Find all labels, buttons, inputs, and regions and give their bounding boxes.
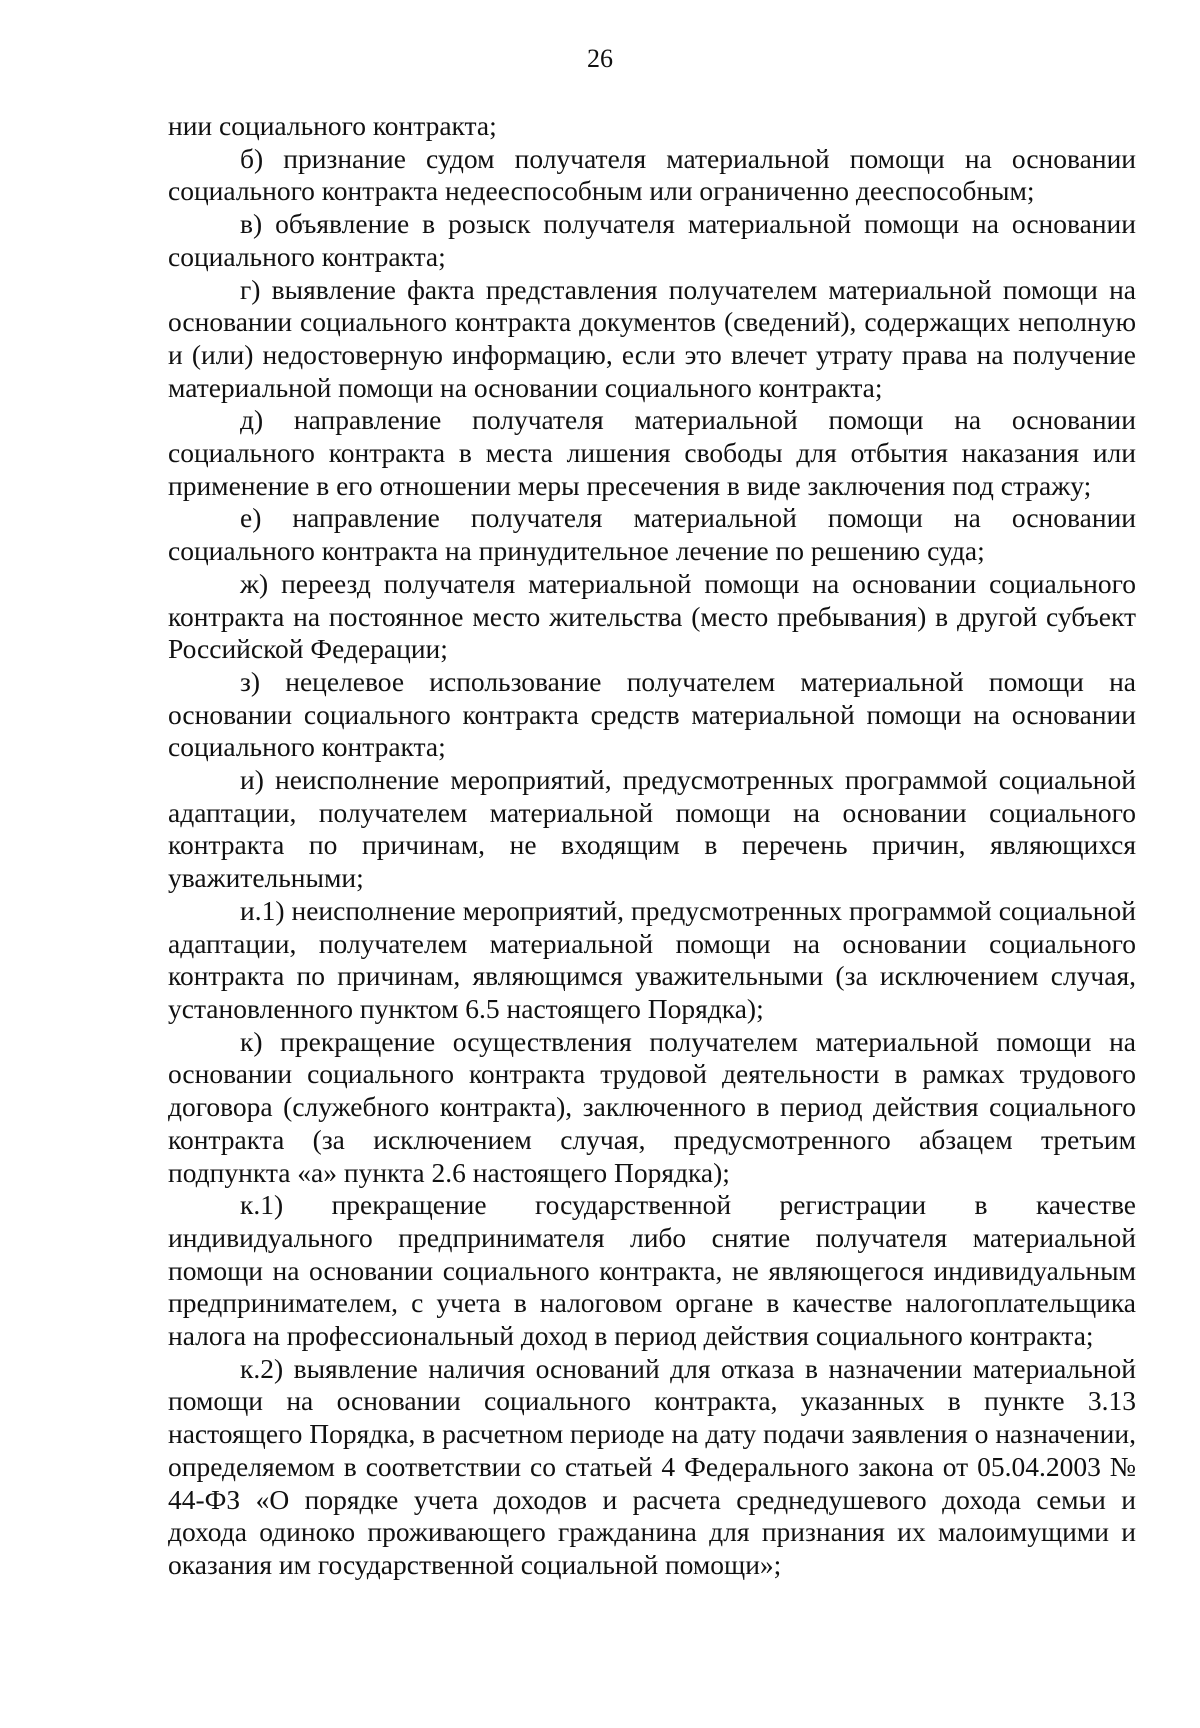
paragraph: и) неисполнение мероприятий, предусмотренных программой социальной адаптации, получателем материальной помощи на основании социального контракта по причинам, не входящим в перечень причин, являющихся уважительными; bbox=[168, 764, 1136, 894]
paragraph: з) нецелевое использование получателем материальной помощи на основании социального контракта средств материальной помощи на основании социального контракта; bbox=[168, 665, 1136, 763]
paragraph: е) направление получателя материальной помощи на основании социального контракта на принудительное лечение по решению суда; bbox=[168, 502, 1136, 567]
document-body bbox=[168, 110, 1136, 1582]
paragraph: д) направление получателя материальной помощи на основании социального контракта в места лишения свободы для отбытия наказания или применение в его отношении меры пресечения в виде заключения под стражу; bbox=[168, 404, 1136, 501]
paragraph: ж) переезд получателя материальной помощи на основании социального контракта на постоянное место жительства (место пребывания) в другой субъект Российской Федерации; bbox=[168, 567, 1136, 665]
paragraph: к.1) прекращение государственной регистрации в качестве индивидуального предпринимателя либо снятие получателя материальной помощи на основании социального контракта, не являющегося индивидуальным предпринимателем, с учета в налоговом органе в качестве налогоплательщика налога на профессиональный доход в период действия социального контракта; bbox=[168, 1189, 1136, 1352]
paragraph: б) признание судом получателя материальной помощи на основании социального контракта недееспособным или ограниченно дееспособным; bbox=[168, 142, 1136, 207]
paragraph: нии социального контракта; bbox=[168, 110, 497, 141]
paragraph: и.1) неисполнение мероприятий, предусмотренных программой социальной адаптации, получателем материальной помощи на основании социального контракта по причинам, являющимся уважительными (за исключением случая, установленного пунктом 6.5 настоящего Порядка); bbox=[168, 894, 1136, 1024]
paragraph: к.2) выявление наличия оснований для отказа в назначении материальной помощи на основании социального контракта, указанных в пункте 3.13 настоящего Порядка, в расчетном периоде на дату подачи заявления о назначении, определяемом в соответствии со статьей 4 Федерального закона от 05.04.2003 № 44-ФЗ «О порядке учета доходов и расчета среднедушевого дохода семьи и дохода одиноко проживающего гражданина для признания их малоимущими и оказания им государственной социальной помощи»; bbox=[168, 1352, 1136, 1580]
page-number: 26 bbox=[587, 44, 613, 73]
paragraph: в) объявление в розыск получателя материальной помощи на основании социального контракта; bbox=[168, 208, 1136, 272]
paragraph: к) прекращение осуществления получателем материальной помощи на основании социального контракта трудовой деятельности в рамках трудового договора (служебного контракта), заключенного в период действия социального контракта (за исключением случая, предусмотренного абзацем третьим подпункта «а» пункта 2.6 настоящего Порядка); bbox=[168, 1025, 1136, 1188]
paragraph: г) выявление факта представления получателем материальной помощи на основании социального контракта документов (сведений), содержащих неполную и (или) недостоверную информацию, если это влечет утрату права на получение материальной помощи на основании социального контракта; bbox=[168, 273, 1136, 403]
